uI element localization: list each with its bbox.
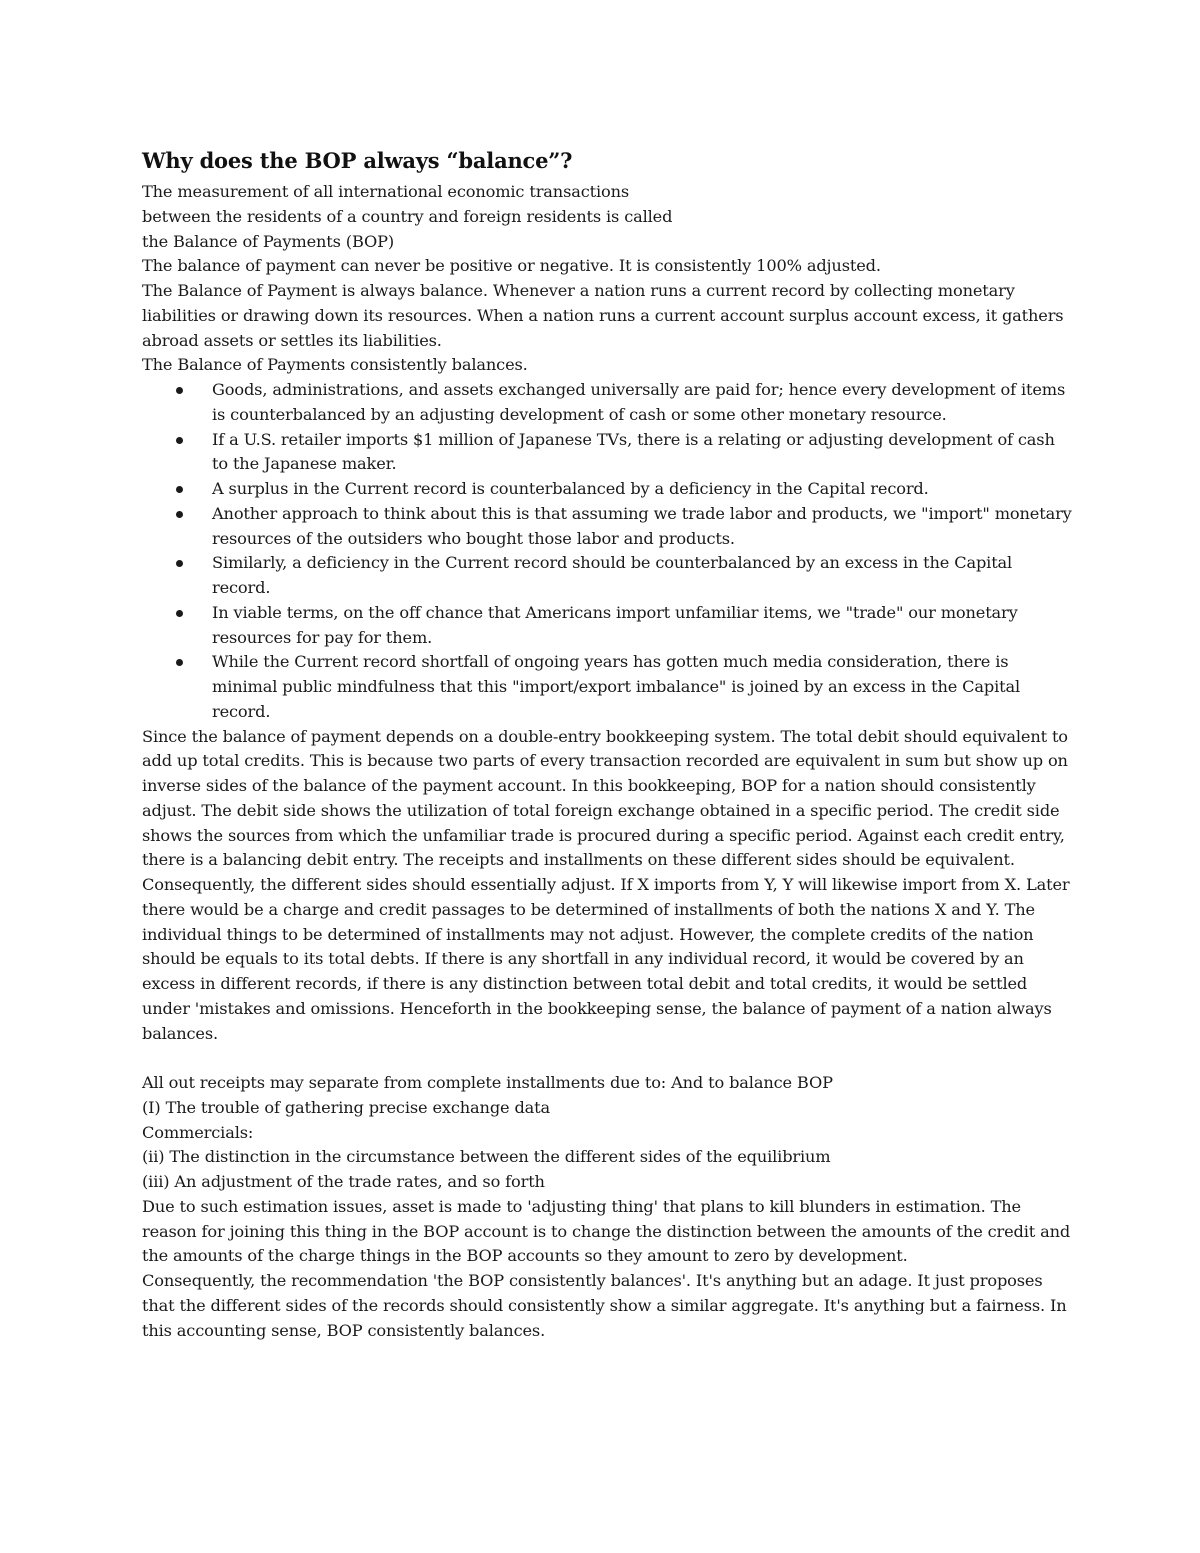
bullet-list bbox=[142, 378, 1072, 725]
reasons-line: Commercials: bbox=[142, 1122, 254, 1142]
list-item-text: Another approach to think about this is that assuming we trade labor and products, we "import" monetary resources of the outsiders who bought those labor and products. bbox=[212, 503, 1072, 548]
list-item-text: Similarly, a deficiency in the Current record should be counterbalanced by an excess in the Capital record. bbox=[212, 553, 1013, 597]
balances-line: The Balance of Payments consistently balances. bbox=[142, 355, 528, 375]
reasons-line: (iii) An adjustment of the trade rates, and so forth bbox=[142, 1172, 545, 1191]
list-item-text: In viable terms, on the off chance that Americans import unfamiliar items, we "trade" our monetary resources for pay for them. bbox=[212, 602, 1018, 647]
document-page bbox=[142, 144, 1072, 1343]
paragraph-double-entry: Since the balance of payment depends on a double-entry bookkeeping system. The total debit should equivalent to add up total credits. This is because two parts of every transaction recorded are equivalent in sum but show up on inverse sides of the balance of the payment account. In this bookkeeping, BOP for a nation should consistently adjust. The debit side shows the utilization of total foreign exchange obtained in a specific period. The credit side shows the sources from which the unfamiliar trade is procured during a specific period. Against each credit entry, there is a balancing debit entry. The receipts and installments on these different sides should be equivalent. Consequently, the different sides should essentially adjust. If X imports from Y, Y will likewise import from X. Later there would be a charge and credit passages to be determined of installments of both the nations X and Y. The individual things to be determined of installments may not adjust. However, the complete credits of the nation should be equals to its total debts. If there is any shortfall in any individual record, it would be covered by an excess in different records, if there is any distinction between total debit and total credits, it would be settled under 'mistakes and omissions. Henceforth in the bookkeeping sense, the balance of payment of a nation always balances. bbox=[142, 726, 1070, 1043]
paragraph-always-balance: The Balance of Payment is always balance. Whenever a nation runs a current record by collecting monetary liabilities or drawing down its resources. When a nation runs a current account surplus account excess, it gathers abroad assets or settles its liabilities. bbox=[142, 281, 1064, 350]
list-item bbox=[212, 601, 1072, 651]
paragraph-spacer bbox=[142, 1046, 1072, 1071]
paragraph-conclusion: Consequently, the recommendation 'the BOP consistently balances'. It's anything but an adage. It just proposes that the different sides of the records should consistently show a similar aggregate. It's anything but a fairness. In this accounting sense, BOP consistently balances. bbox=[142, 1271, 1067, 1340]
list-item-text: While the Current record shortfall of ongoing years has gotten much media consideration, there is minimal public mindfulness that this "import/export imbalance" is joined by an excess in the Capital record. bbox=[212, 652, 1021, 721]
reasons-line: All out receipts may separate from complete installments due to: And to balance BOP bbox=[142, 1073, 833, 1092]
list-item bbox=[212, 378, 1072, 428]
reasons-line: (ii) The distinction in the circumstance between the different sides of the equilibrium bbox=[142, 1147, 831, 1167]
bullet-icon bbox=[176, 560, 183, 567]
bullet-icon bbox=[176, 387, 183, 394]
list-item-text: Goods, administrations, and assets exchanged universally are paid for; hence every development of items is counterbalanced by an adjusting development of cash or some other monetary resource. bbox=[212, 380, 1066, 424]
bullet-icon bbox=[176, 610, 183, 617]
bullet-icon bbox=[176, 659, 183, 666]
bullet-icon bbox=[176, 437, 183, 444]
intro-line: between the residents of a country and foreign residents is called bbox=[142, 206, 673, 226]
list-item bbox=[212, 551, 1072, 601]
bullet-icon bbox=[176, 486, 183, 493]
list-item-text: If a U.S. retailer imports $1 million of Japanese TVs, there is a relating or adjusting development of cash to the Japanese maker. bbox=[212, 429, 1055, 474]
intro-line: The measurement of all international economic transactions bbox=[142, 182, 630, 201]
paragraph-adjusting-thing: Due to such estimation issues, asset is made to 'adjusting thing' that plans to kill blunders in estimation. The reason for joining this thing in the BOP account is to change the distinction between the amounts of the credit and the amounts of the charge things in the BOP accounts so they amount to zero by development. bbox=[142, 1196, 1071, 1266]
reasons-line: (I) The trouble of gathering precise exchange data bbox=[142, 1097, 551, 1117]
intro-line: the Balance of Payments (BOP) bbox=[142, 231, 395, 251]
list-item bbox=[212, 428, 1072, 478]
intro-line: The balance of payment can never be positive or negative. It is consistently 100% adjusted. bbox=[142, 256, 881, 276]
list-item bbox=[212, 502, 1072, 552]
document-title: Why does the BOP always “balance”? bbox=[142, 148, 573, 173]
list-item bbox=[212, 477, 1072, 502]
bullet-icon bbox=[176, 511, 183, 518]
list-item-text: A surplus in the Current record is counterbalanced by a deficiency in the Capital record. bbox=[212, 479, 929, 498]
list-item bbox=[212, 650, 1072, 724]
